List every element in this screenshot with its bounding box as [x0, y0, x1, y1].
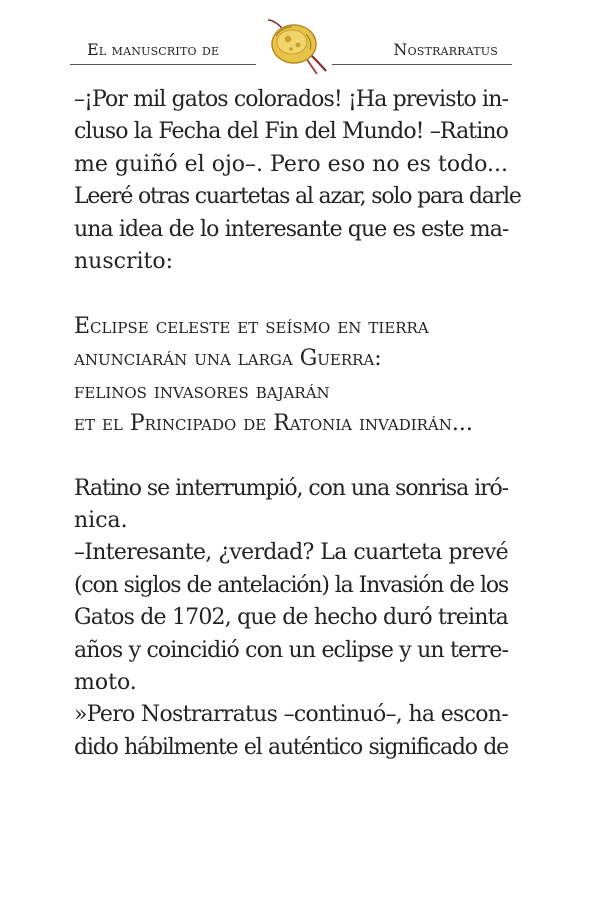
text-line: moto. — [74, 670, 137, 696]
text-line: cluso la Fecha del Fin del Mundo! –Ratino — [74, 119, 508, 145]
header-right-title: Nostrarratus — [393, 40, 498, 59]
text-line: –¡Por mil gatos colorados! ¡Ha previsto in- — [74, 87, 508, 112]
header-left-title: El manuscrito de — [87, 40, 220, 59]
text-line: »Pero Nostrarratus –continuó–, ha escon- — [74, 702, 508, 728]
text-line: Gatos de 1702, que de hecho duró treinta — [74, 605, 508, 631]
text-line: una idea de lo interesante que es este ma- — [74, 216, 509, 242]
quatrain-line: anunciarán una larga Guerra: — [74, 346, 382, 372]
header-rule-right — [332, 64, 512, 65]
text-line: dido hábilmente el auténtico significado de — [74, 734, 508, 760]
text-line: me guiñó el ojo–. Pero eso no es todo... — [74, 151, 508, 177]
cheese-emblem-icon — [262, 14, 332, 76]
running-header — [70, 14, 512, 76]
header-rule-left — [70, 64, 256, 65]
text-line: nica. — [74, 508, 128, 534]
quatrain-line: felinos invasores bajarán — [74, 378, 330, 404]
text-line: nuscrito: — [74, 248, 173, 274]
page-body — [74, 84, 521, 764]
paragraph-gap — [74, 440, 508, 472]
text-line: Leeré otras cuartetas al azar, solo para darle — [74, 184, 521, 210]
text-line: años y coincidió con un eclipse y un terre- — [74, 637, 508, 663]
quatrain-line: et el Principado de Ratonia invadirán... — [74, 410, 473, 436]
text-line: –Interesante, ¿verdad? La cuarteta prevé — [74, 540, 508, 566]
text-line: Ratino se interrumpió, con una sonrisa iró- — [74, 475, 508, 501]
quatrain-line: Eclipse celeste et seísmo en tierra — [74, 313, 429, 339]
paragraph-gap — [74, 278, 508, 310]
text-line: (con siglos de antelación) la Invasión de los — [74, 572, 508, 598]
